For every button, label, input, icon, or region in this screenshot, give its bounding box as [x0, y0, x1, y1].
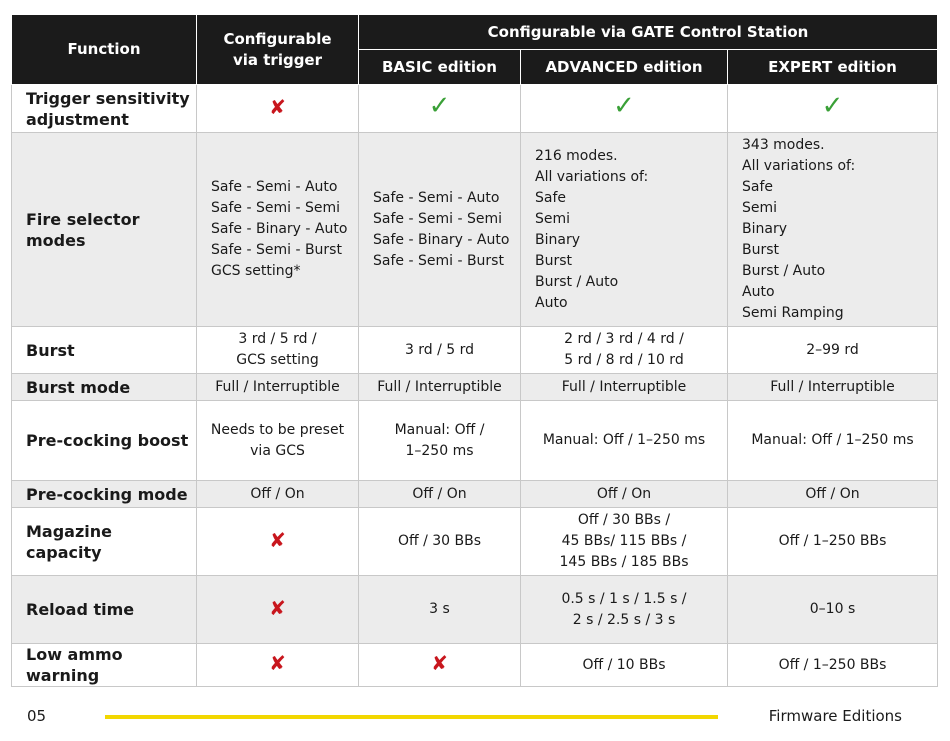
- table-row: [12, 481, 938, 508]
- header-advanced: ADVANCED edition: [521, 50, 728, 85]
- cell-expert: Manual: Off / 1–250 ms: [728, 401, 938, 481]
- cell-expert: 0–10 s: [728, 576, 938, 644]
- header-gcs: Configurable via GATE Control Station: [359, 15, 938, 50]
- cell-expert: 343 modes. All variations of: Safe Semi Binary Burst Burst / Auto Auto Semi Ramping: [728, 133, 938, 327]
- cell-advanced: 216 modes. All variations of: Safe Semi Binary Burst Burst / Auto Auto: [521, 133, 728, 327]
- cell-expert: Off / 1–250 BBs: [728, 644, 938, 687]
- cell-trigger: Needs to be preset via GCS: [197, 401, 359, 481]
- cell-trigger: Safe - Semi - Auto Safe - Semi - Semi Safe - Binary - Auto Safe - Semi - Burst GCS setting*: [197, 133, 359, 327]
- function-label: Burst: [12, 327, 197, 374]
- footer-accent-bar: [105, 715, 718, 719]
- cross-icon: ✘: [269, 94, 286, 119]
- function-label: Pre-cocking mode: [12, 481, 197, 508]
- cell-advanced: 0.5 s / 1 s / 1.5 s / 2 s / 2.5 s / 3 s: [521, 576, 728, 644]
- cell-expert: Off / 1–250 BBs: [728, 508, 938, 576]
- cell-basic: Off / 30 BBs: [359, 508, 521, 576]
- cell-basic: 3 rd / 5 rd: [359, 327, 521, 374]
- cell-advanced: 2 rd / 3 rd / 4 rd / 5 rd / 8 rd / 10 rd: [521, 327, 728, 374]
- firmware-comparison-table: [11, 14, 938, 687]
- cross-icon: ✘: [269, 595, 286, 620]
- table-row: [12, 374, 938, 401]
- cell-trigger: 3 rd / 5 rd / GCS setting: [197, 327, 359, 374]
- function-label: Reload time: [12, 576, 197, 644]
- table-row: [12, 85, 938, 133]
- function-label: Pre-cocking boost: [12, 401, 197, 481]
- footer-title: Firmware Editions: [768, 707, 902, 725]
- page-number: 05: [27, 707, 47, 725]
- table-row: [12, 644, 938, 687]
- table-row: [12, 508, 938, 576]
- header-expert: EXPERT edition: [728, 50, 938, 85]
- cell-trigger: Off / On: [197, 481, 359, 508]
- function-label: Trigger sensitivity adjustment: [12, 85, 197, 133]
- cell-basic: 3 s: [359, 576, 521, 644]
- cell-advanced: Full / Interruptible: [521, 374, 728, 401]
- header-basic: BASIC edition: [359, 50, 521, 85]
- function-label: Low ammo warning: [12, 644, 197, 687]
- cross-icon: ✘: [431, 651, 448, 675]
- cell-expert: Off / On: [728, 481, 938, 508]
- cell-expert: Full / Interruptible: [728, 374, 938, 401]
- function-label: Burst mode: [12, 374, 197, 401]
- table-row: [12, 576, 938, 644]
- header-function: Function: [12, 15, 197, 85]
- check-icon: ✓: [428, 91, 451, 121]
- cell-advanced: Off / 30 BBs / 45 BBs/ 115 BBs / 145 BBs / 185 BBs: [521, 508, 728, 576]
- function-label: Fire selector modes: [12, 133, 197, 327]
- header-trigger: Configurable via trigger: [197, 15, 359, 85]
- cell-advanced: Manual: Off / 1–250 ms: [521, 401, 728, 481]
- cell-advanced: Off / 10 BBs: [521, 644, 728, 687]
- cell-trigger: Full / Interruptible: [197, 374, 359, 401]
- table-row: [12, 133, 938, 327]
- table-row: [12, 401, 938, 481]
- cell-expert: 2–99 rd: [728, 327, 938, 374]
- check-icon: ✓: [613, 91, 635, 121]
- cross-icon: ✘: [269, 651, 286, 675]
- cell-basic: Full / Interruptible: [359, 374, 521, 401]
- function-label: Magazine capacity: [12, 508, 197, 576]
- cross-icon: ✘: [269, 527, 286, 552]
- cell-basic: Off / On: [359, 481, 521, 508]
- cell-basic: Safe - Semi - Auto Safe - Semi - Semi Safe - Binary - Auto Safe - Semi - Burst: [359, 133, 521, 327]
- cell-advanced: Off / On: [521, 481, 728, 508]
- cell-basic: Manual: Off / 1–250 ms: [359, 401, 521, 481]
- table-row: [12, 327, 938, 374]
- check-icon: ✓: [821, 91, 844, 121]
